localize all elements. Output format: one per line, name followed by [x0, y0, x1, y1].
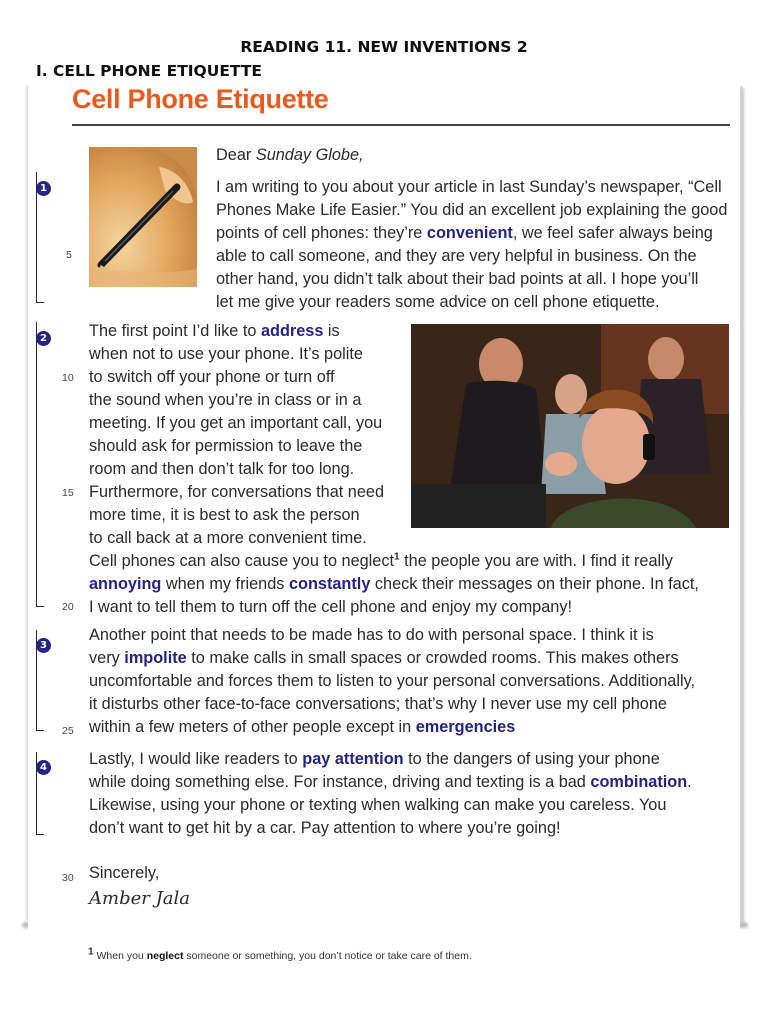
text-run: to the dangers of using your phone [403, 750, 660, 768]
paragraph-bracket-1 [36, 172, 44, 303]
text-run: . [687, 773, 692, 791]
paragraph-3 [89, 624, 695, 739]
footnote-ref: 1 [394, 551, 400, 563]
article-title: Cell Phone Etiquette [72, 84, 329, 114]
text-run: within a few meters of other people except in [89, 718, 416, 736]
line-number-15: 15 [62, 487, 74, 499]
salutation-prefix: Dear [216, 146, 256, 164]
vocab-impolite: impolite [124, 649, 187, 667]
text-line: I am writing to you about your article in last Sunday’s newspaper, “Cell [216, 178, 722, 196]
text-line: more time, it is best to ask the person [89, 506, 360, 524]
text-run: Lastly, I would like readers to [89, 750, 303, 768]
signature: Amber Jala [89, 888, 191, 909]
paragraph-marker-1: 1 [36, 181, 51, 196]
footnote-number: 1 [88, 946, 94, 958]
paragraph-bracket-2 [36, 322, 44, 607]
text-run: to make calls in small spaces or crowded rooms. This makes others [186, 649, 679, 667]
line-number-25: 25 [62, 725, 74, 737]
worksheet-title: READING 11. NEW INVENTIONS 2 [240, 38, 528, 56]
paragraph-bracket-3 [36, 630, 44, 731]
text-run: is [323, 322, 340, 340]
newspaper-name: Sunday Globe, [255, 146, 364, 164]
text-line: when not to use your phone. It’s polite [89, 345, 363, 363]
text-line: should ask for permission to leave the [89, 437, 363, 455]
text-line: to call back at a more convenient time. [89, 529, 367, 547]
paragraph-marker-3: 3 [36, 638, 51, 653]
text-line: Likewise, using your phone or texting when walking can make you careless. You [89, 796, 667, 814]
text-line: room and then don’t talk for too long. [89, 460, 355, 478]
pen-icon [89, 147, 197, 287]
vocab-convenient: convenient [426, 224, 513, 242]
paragraph-4 [89, 748, 692, 840]
text-line: uncomfortable and forces them to listen to your personal conversations. Additionally, [89, 672, 696, 690]
pen-writing-image [89, 147, 197, 287]
text-line: able to call someone, and they are very helpful in business. On the [216, 247, 697, 265]
footnote-term: neglect [146, 950, 184, 962]
text-run: points of cell phones: they’re [216, 224, 427, 242]
text-line: Phones Make Life Easier.” You did an excellent job explaining the good [216, 201, 728, 219]
line-number-30: 30 [62, 872, 74, 884]
text-line: other hand, you didn’t talk about their bad points at all. I hope you’ll [216, 270, 699, 288]
text-line: Another point that needs to be made has to do with personal space. I think it is [89, 626, 654, 644]
text-run: very [89, 649, 125, 667]
salutation [216, 144, 364, 167]
text-line: it disturbs other face-to-face conversations; that’s why I never use my cell phone [89, 695, 667, 713]
text-run: when my friends [161, 575, 289, 593]
footnote-text: When you [93, 950, 147, 962]
vocab-constantly: constantly [288, 575, 371, 593]
vocab-pay-attention: pay attention [302, 750, 404, 768]
footnote [88, 946, 472, 962]
section-heading: I. CELL PHONE ETIQUETTE [36, 62, 262, 80]
text-run: Cell phones can also cause you to neglect [89, 552, 395, 570]
text-line: to switch off your phone or turn off [89, 368, 335, 386]
text-run: the people you are with. I find it really [399, 552, 673, 570]
text-line: the sound when you’re in class or in a [89, 391, 362, 409]
footnote-text: someone or something, you don’t notice or take care of them. [183, 950, 472, 962]
line-number-20: 20 [62, 601, 74, 613]
vocab-combination: combination [590, 773, 688, 791]
title-rule [72, 124, 730, 126]
paragraph-1 [216, 176, 727, 314]
text-run: , we feel safer always being [512, 224, 713, 242]
text-line: Furthermore, for conversations that need [89, 483, 385, 501]
text-line: let me give your readers some advice on cell phone etiquette. [216, 293, 660, 311]
text-run: check their messages on their phone. In fact, [370, 575, 699, 593]
torn-edge-right [740, 88, 744, 924]
text-run: while doing something else. For instance, driving and texting is a bad [89, 773, 591, 791]
paragraph-bracket-4 [36, 752, 44, 835]
closing: Sincerely, [89, 864, 160, 882]
paragraph-2 [89, 320, 699, 619]
vocab-annoying: annoying [89, 575, 162, 593]
text-run: The first point I’d like to [89, 322, 261, 340]
text-line: don’t want to get hit by a car. Pay attention to where you’re going! [89, 819, 561, 837]
text-line: meeting. If you get an important call, you [89, 414, 383, 432]
line-number-10: 10 [62, 372, 74, 384]
line-number-5: 5 [66, 249, 72, 261]
vocab-address: address [260, 322, 324, 340]
paragraph-marker-2: 2 [36, 331, 51, 346]
vocab-emergencies: emergencies [415, 718, 516, 736]
paragraph-marker-4: 4 [36, 760, 51, 775]
text-line: I want to tell them to turn off the cell phone and enjoy my company! [89, 598, 572, 616]
